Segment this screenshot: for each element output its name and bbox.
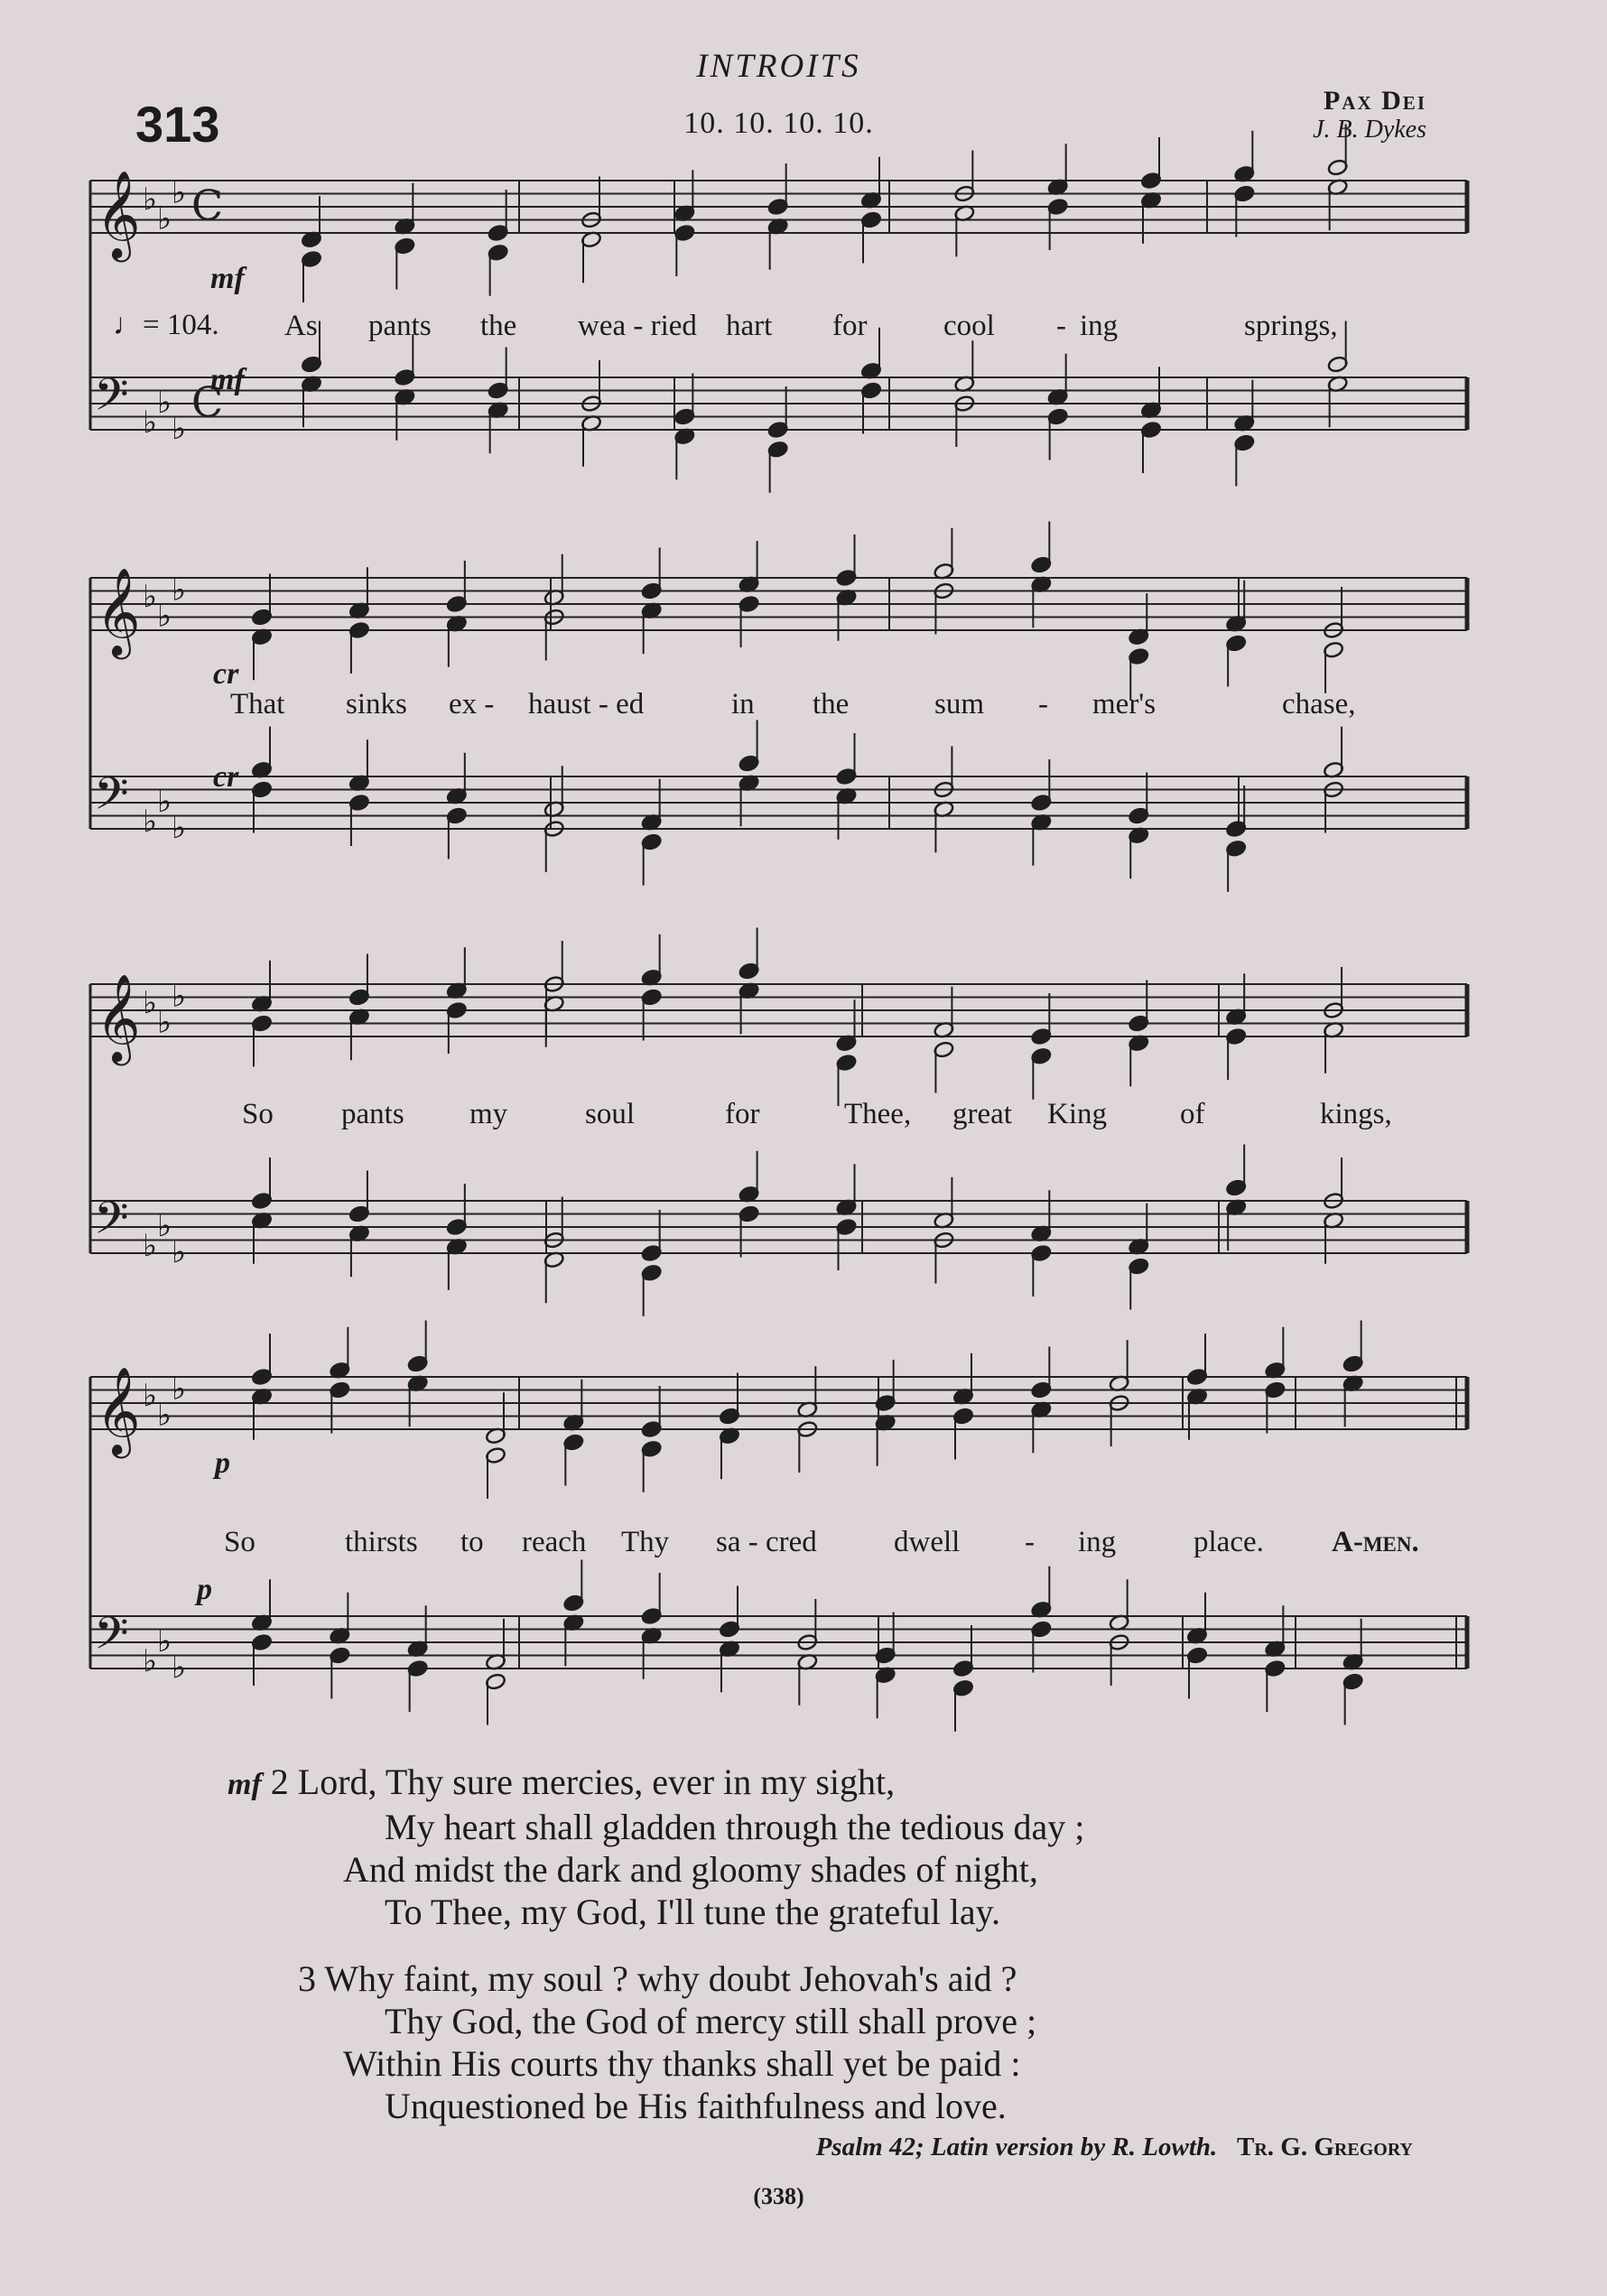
lyric-syllable: for <box>725 1098 760 1130</box>
lyric-syllable: the <box>480 310 517 342</box>
dynamic-mark: p <box>215 1446 230 1480</box>
lyric-syllable: ex - <box>449 688 495 720</box>
lyric-syllable: King <box>1047 1098 1107 1130</box>
stanza-line: mf 2 Lord, Thy sure mercies, ever in my sight, <box>228 1762 896 1802</box>
stanza-number: 3 <box>298 1958 316 1999</box>
lyric-syllable: pants <box>368 310 432 342</box>
lyric-syllable: pants <box>341 1098 404 1130</box>
dynamic-mark: cr <box>213 657 239 691</box>
flat-icon: ♭ <box>143 1377 158 1414</box>
stanza-line: My heart shall gladden through the tedious day ; <box>385 1807 1085 1847</box>
flat-icon: ♭ <box>157 1208 172 1244</box>
lyric-syllable: soul <box>585 1098 636 1130</box>
lyric-syllable: haust - ed <box>528 688 645 720</box>
dynamic-mark: mf <box>228 1768 262 1801</box>
treble-clef-icon: 𝄞 <box>96 170 141 258</box>
flat-icon: ♭ <box>172 572 187 609</box>
lyric-syllable: to <box>460 1526 484 1558</box>
stanza-2 <box>228 1761 1085 1933</box>
stanza-line: Thy God, the God of mercy still shall prove ; <box>385 2001 1037 2041</box>
flat-icon: ♭ <box>172 810 187 846</box>
flat-icon: ♭ <box>157 200 172 237</box>
flat-icon: ♭ <box>143 1227 158 1264</box>
flat-icon: ♭ <box>172 1234 187 1270</box>
flat-icon: ♭ <box>143 1642 158 1679</box>
lyric-syllable: That <box>230 688 285 720</box>
stanza-line: Within His courts thy thanks shall yet be paid : <box>343 2043 1021 2084</box>
lyric-syllable: great <box>952 1098 1012 1130</box>
stanza-line: Unquestioned be His faithfulness and love. <box>385 2086 1007 2126</box>
lyric-syllable: reach <box>522 1526 587 1558</box>
dynamic-mark: p <box>197 1573 212 1606</box>
stanza-line: 3 Why faint, my soul ? why doubt Jehovah's aid ? <box>298 1958 1017 1999</box>
flat-icon: ♭ <box>172 1650 187 1686</box>
lyric-syllable: sa - cred <box>716 1526 817 1558</box>
flat-icon: ♭ <box>157 1623 172 1659</box>
flat-icon: ♭ <box>143 181 158 218</box>
lyric-syllable: sum <box>934 688 985 720</box>
lyric-syllable: chase, <box>1282 688 1356 720</box>
flat-icon: ♭ <box>143 803 158 840</box>
page-number: (338) <box>753 2183 804 2209</box>
crotchet-icon: ♩ <box>113 309 143 341</box>
flat-icon: ♭ <box>172 411 187 447</box>
dynamic-mark: mf <box>210 363 245 396</box>
flat-icon: ♭ <box>143 404 158 441</box>
bass-clef-icon: 𝄢 <box>94 767 129 832</box>
lyric-syllable: wea - ried <box>578 310 697 342</box>
lyric-syllable: thirsts <box>345 1526 418 1558</box>
composer-name: J. B. Dykes <box>1313 116 1426 144</box>
flat-icon: ♭ <box>172 1371 187 1408</box>
dynamic-mark: mf <box>210 262 245 295</box>
time-signature: C <box>191 377 224 427</box>
lyric-syllable: place. <box>1194 1526 1264 1558</box>
lyric-syllable: sinks <box>346 688 407 720</box>
section-title: INTROITS <box>696 48 861 85</box>
lyric-syllable: cool <box>943 310 995 342</box>
treble-clef-icon: 𝄞 <box>96 567 141 655</box>
lyric-syllable: of <box>1180 1098 1205 1130</box>
flat-icon: ♭ <box>143 578 158 615</box>
flat-icon: ♭ <box>157 598 172 635</box>
lyric-syllable: the <box>813 688 850 720</box>
lyric-syllable: my <box>469 1098 508 1130</box>
flat-icon: ♭ <box>157 1004 172 1041</box>
flat-icon: ♭ <box>172 978 187 1015</box>
lyric-syllable: hart <box>726 310 773 342</box>
lyric-syllable: - <box>1025 1526 1035 1558</box>
treble-clef-icon: 𝄞 <box>96 973 141 1062</box>
bass-clef-icon: 𝄢 <box>94 368 129 432</box>
translator: Tr. G. Gregory <box>1237 2133 1413 2161</box>
attribution <box>816 2133 1413 2162</box>
lyric-syllable: mer's <box>1092 688 1156 720</box>
lyric-syllable: Thy <box>621 1526 670 1558</box>
stanza-line: To Thee, my God, I'll tune the grateful lay. <box>385 1892 1000 1932</box>
treble-clef-icon: 𝄞 <box>96 1366 141 1455</box>
lyric-syllable: dwell <box>894 1526 961 1558</box>
tune-name: Pax Dei <box>1323 86 1426 116</box>
lyric-syllable: A-men. <box>1332 1526 1419 1558</box>
lyric-syllable: springs, <box>1244 310 1338 342</box>
flat-icon: ♭ <box>172 174 187 211</box>
lyric-syllable: ing <box>1080 310 1119 342</box>
bass-clef-icon: 𝄢 <box>94 1607 129 1671</box>
lyric-syllable: So <box>224 1526 255 1558</box>
lyric-syllable: in <box>731 688 755 720</box>
lyric-syllable: kings, <box>1320 1098 1392 1130</box>
stanza-line: And midst the dark and gloomy shades of night, <box>343 1849 1038 1890</box>
flat-icon: ♭ <box>157 784 172 820</box>
hymn-meter: 10. 10. 10. 10. <box>683 107 874 140</box>
hymn-number: 313 <box>135 96 220 153</box>
stanza-number: 2 <box>270 1762 289 1802</box>
lyric-syllable: - <box>1038 688 1048 720</box>
text-source: Psalm 42; Latin version by R. Lowth. <box>815 2133 1218 2161</box>
flat-icon: ♭ <box>157 385 172 421</box>
lyric-syllable: for <box>832 310 868 342</box>
time-signature: C <box>191 181 224 230</box>
flat-icon: ♭ <box>157 1397 172 1434</box>
lyric-syllable: - <box>1056 310 1066 342</box>
lyric-syllable: ing <box>1078 1526 1117 1558</box>
stanza-3 <box>289 1957 1036 2127</box>
bass-clef-icon: 𝄢 <box>94 1192 129 1256</box>
lyric-syllable: As <box>284 310 318 342</box>
dynamic-mark: cr <box>213 760 239 794</box>
lyric-syllable: So <box>242 1098 274 1130</box>
flat-icon: ♭ <box>143 984 158 1021</box>
tempo-marking: ♩= 104. <box>113 309 219 341</box>
lyric-syllable: Thee, <box>844 1098 912 1130</box>
